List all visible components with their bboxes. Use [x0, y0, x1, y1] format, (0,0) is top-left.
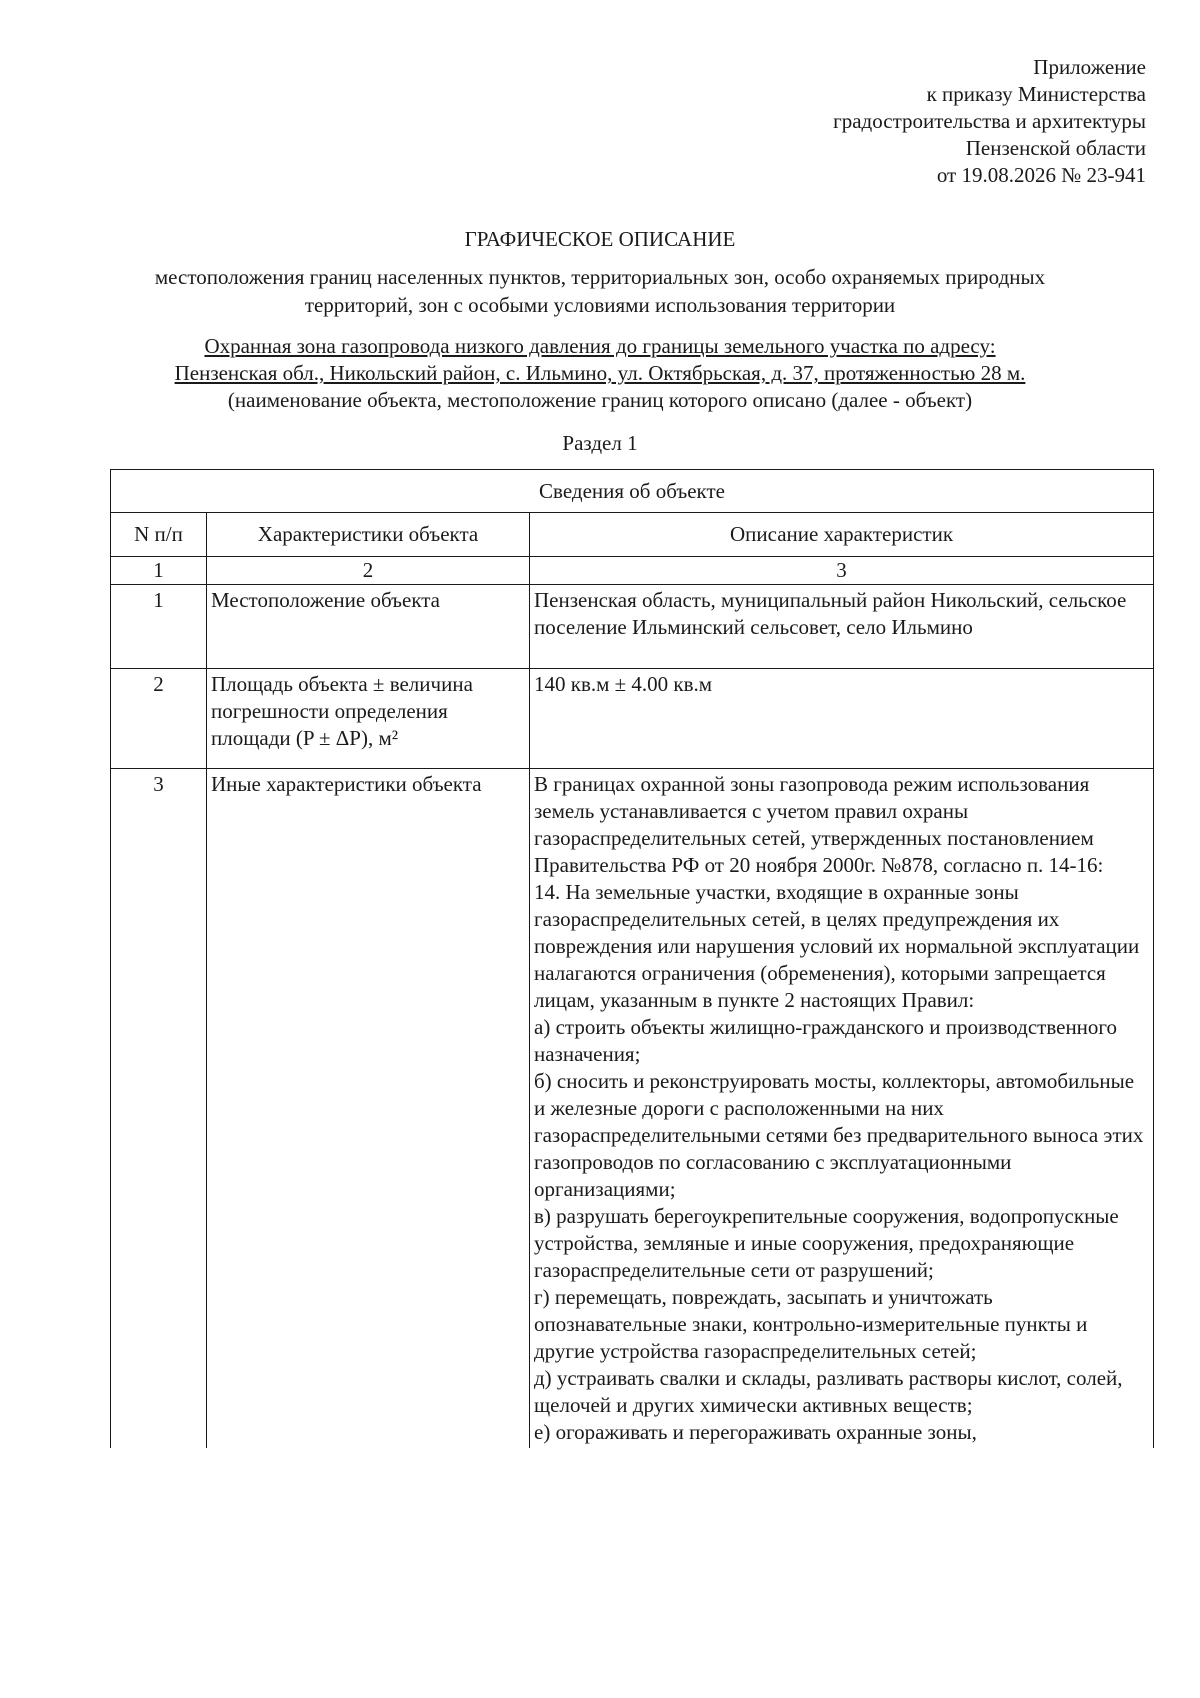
row-number: 2: [111, 669, 207, 769]
column-header-characteristic: Характеристики объекта: [207, 513, 530, 557]
object-name-caption: (наименование объекта, местоположение границ которого описано (далее - объект): [227, 388, 973, 412]
row-description: [530, 585, 1154, 669]
row-description: [530, 769, 1154, 1449]
column-header-number: N п/п: [111, 513, 207, 557]
document-subtitle: местоположения границ населенных пунктов, территориальных зон, особо охраняемых природных территорий, зон с особыми условиями использования территории: [154, 265, 1046, 317]
appendix-block: [833, 54, 1146, 189]
description-paragraph: 140 кв.м ± 4.00 кв.м: [534, 672, 713, 696]
document-title: ГРАФИЧЕСКОЕ ОПИСАНИЕ: [464, 227, 736, 251]
description-paragraph: д) устраивать свалки и склады, разливать растворы кислот, солей, щелочей и других химически активных веществ;: [534, 1366, 1123, 1417]
object-info-table: [110, 469, 1154, 1448]
row-characteristic: Местоположение объекта: [207, 585, 530, 669]
description-paragraph: г) перемещать, повреждать, засыпать и уничтожать опознавательные знаки, контрольно-измерительные пункты и другие устройства газораспределительных сетей;: [534, 1285, 1088, 1363]
object-name-block: [80, 333, 1120, 414]
column-number: 1: [111, 557, 207, 585]
description-paragraph: 14. На земельные участки, входящие в охранные зоны газораспределительных сетей, в целях предупреждения их повреждения или нарушения условий их нормальной эксплуатации налагаются ограничения (обременения), которыми запрещается лицам, указанным в пункте 2 настоящих Правил:: [534, 880, 1140, 1012]
object-name-line: Охранная зона газопровода низкого давления до границы земельного участка по адресу:: [204, 334, 996, 358]
description-paragraph: б) сносить и реконструировать мосты, коллекторы, автомобильные и железные дороги с расположенными на них газораспределительными сетями без предварительного выноса этих газопроводов по согласованию с эксплуатационными организациями;: [534, 1069, 1144, 1201]
table-row: [111, 585, 1154, 669]
table-caption: Сведения об объекте: [111, 470, 1154, 513]
appendix-line: к приказу Министерства: [926, 82, 1146, 106]
column-number: 2: [207, 557, 530, 585]
row-characteristic: Иные характеристики объекта: [207, 769, 530, 1449]
row-number: 1: [111, 585, 207, 669]
appendix-order-date: от 19.08.2026 № 23-941: [936, 163, 1146, 187]
appendix-line: градостроительства и архитектуры: [833, 109, 1146, 133]
table-row: [111, 669, 1154, 769]
row-number: 3: [111, 769, 207, 1449]
description-paragraph: е) огораживать и перегораживать охранные зоны,: [534, 1420, 977, 1444]
appendix-line: Пензенской области: [965, 136, 1146, 160]
row-description: [530, 669, 1154, 769]
section-title: Раздел 1: [562, 431, 638, 455]
description-paragraph: а) строить объекты жилищно-гражданского и производственного назначения;: [534, 1015, 1118, 1066]
appendix-line: Приложение: [1033, 55, 1146, 79]
table-row: [111, 769, 1154, 1449]
column-number: 3: [530, 557, 1154, 585]
description-paragraph: Пензенская область, муниципальный район Никольский, сельское поселение Ильминский сельсовет, село Ильмино: [534, 588, 1127, 639]
row-characteristic: Площадь объекта ± величина погрешности определения площади (P ± ΔP), м²: [207, 669, 530, 769]
description-paragraph: В границах охранной зоны газопровода режим использования земель устанавливается с учетом правил охраны газораспределительных сетей, утвержденных постановлением Правительства РФ от 20 ноября 2000г. №878, согласно п. 14-16:: [534, 772, 1104, 877]
object-address-line: Пензенская обл., Никольский район, с. Ильмино, ул. Октябрьская, д. 37, протяженностью 28 м.: [174, 361, 1026, 385]
description-paragraph: в) разрушать берегоукрепительные сооружения, водопропускные устройства, земляные и иные сооружения, предохраняющие газораспределительные сети от разрушений;: [534, 1204, 1119, 1282]
column-header-description: Описание характеристик: [530, 513, 1154, 557]
